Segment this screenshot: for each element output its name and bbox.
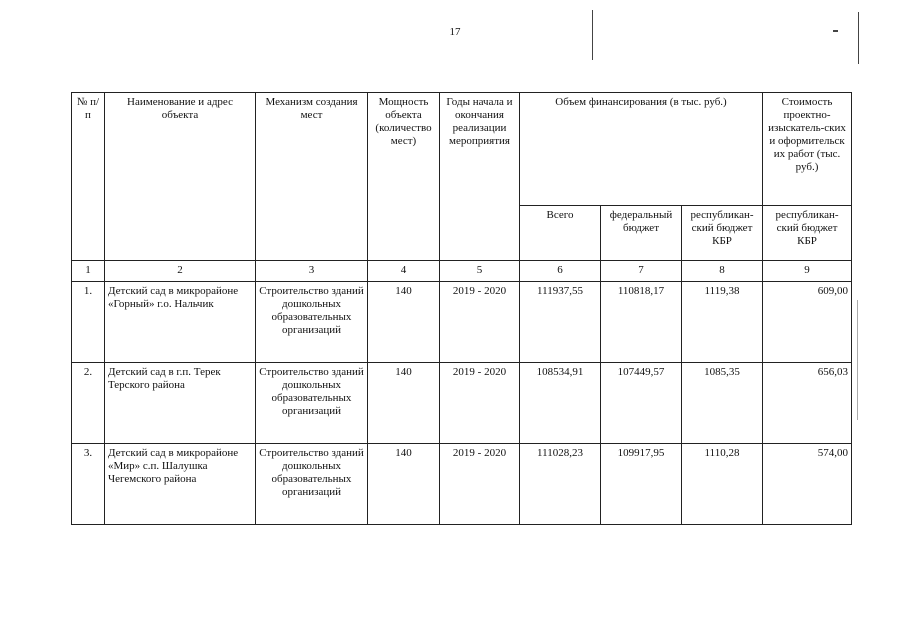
subheader-total: Всего bbox=[520, 206, 601, 261]
row-name: Детский сад в микрорайоне «Мир» с.п. Шалушка Чегемского района bbox=[105, 444, 256, 525]
header-mechanism: Механизм создания мест bbox=[256, 93, 368, 261]
column-number: 7 bbox=[601, 261, 682, 282]
table-row bbox=[72, 282, 852, 363]
scan-mark bbox=[858, 12, 859, 64]
table-row bbox=[72, 444, 852, 525]
scan-mark bbox=[833, 30, 838, 32]
subheader-republic: республикан-ский бюджет КБР bbox=[682, 206, 763, 261]
row-mechanism: Строительство зданий дошкольных образовательных организаций bbox=[256, 282, 368, 363]
row-num: 3. bbox=[72, 444, 105, 525]
scan-mark bbox=[592, 10, 593, 60]
column-number: 1 bbox=[72, 261, 105, 282]
row-design: 574,00 bbox=[763, 444, 852, 525]
column-number: 8 bbox=[682, 261, 763, 282]
row-num: 1. bbox=[72, 282, 105, 363]
row-federal: 107449,57 bbox=[601, 363, 682, 444]
column-number: 3 bbox=[256, 261, 368, 282]
header-name: Наименование и адрес объекта bbox=[105, 93, 256, 261]
row-design: 609,00 bbox=[763, 282, 852, 363]
row-republic: 1110,28 bbox=[682, 444, 763, 525]
column-number: 2 bbox=[105, 261, 256, 282]
subheader-design-republic: республикан-ский бюджет КБР bbox=[763, 206, 852, 261]
row-federal: 109917,95 bbox=[601, 444, 682, 525]
row-capacity: 140 bbox=[368, 363, 440, 444]
row-years: 2019 - 2020 bbox=[440, 363, 520, 444]
row-total: 108534,91 bbox=[520, 363, 601, 444]
row-name: Детский сад в г.п. Терек Терского района bbox=[105, 363, 256, 444]
row-mechanism: Строительство зданий дошкольных образовательных организаций bbox=[256, 444, 368, 525]
row-capacity: 140 bbox=[368, 282, 440, 363]
scan-mark bbox=[857, 300, 858, 420]
header-funding: Объем финансирования (в тыс. руб.) bbox=[520, 93, 763, 206]
row-years: 2019 - 2020 bbox=[440, 282, 520, 363]
row-mechanism: Строительство зданий дошкольных образовательных организаций bbox=[256, 363, 368, 444]
header-years: Годы начала и окончания реализации мероприятия bbox=[440, 93, 520, 261]
row-republic: 1085,35 bbox=[682, 363, 763, 444]
table-row bbox=[72, 363, 852, 444]
row-name: Детский сад в микрорайоне «Горный» г.о. Нальчик bbox=[105, 282, 256, 363]
header-num: № п/п bbox=[72, 93, 105, 261]
column-number: 9 bbox=[763, 261, 852, 282]
row-years: 2019 - 2020 bbox=[440, 444, 520, 525]
row-design: 656,03 bbox=[763, 363, 852, 444]
header-design-cost: Стоимость проектно-изыскатель-ских и оформительск их работ (тыс. руб.) bbox=[763, 93, 852, 206]
row-federal: 110818,17 bbox=[601, 282, 682, 363]
funding-table bbox=[71, 92, 852, 525]
row-total: 111028,23 bbox=[520, 444, 601, 525]
page-number: 17 bbox=[449, 26, 461, 38]
row-num: 2. bbox=[72, 363, 105, 444]
subheader-federal: федеральный бюджет bbox=[601, 206, 682, 261]
column-number: 4 bbox=[368, 261, 440, 282]
row-republic: 1119,38 bbox=[682, 282, 763, 363]
column-number: 5 bbox=[440, 261, 520, 282]
row-capacity: 140 bbox=[368, 444, 440, 525]
column-number-row bbox=[72, 261, 852, 282]
header-capacity: Мощность объекта (количество мест) bbox=[368, 93, 440, 261]
row-total: 111937,55 bbox=[520, 282, 601, 363]
column-number: 6 bbox=[520, 261, 601, 282]
